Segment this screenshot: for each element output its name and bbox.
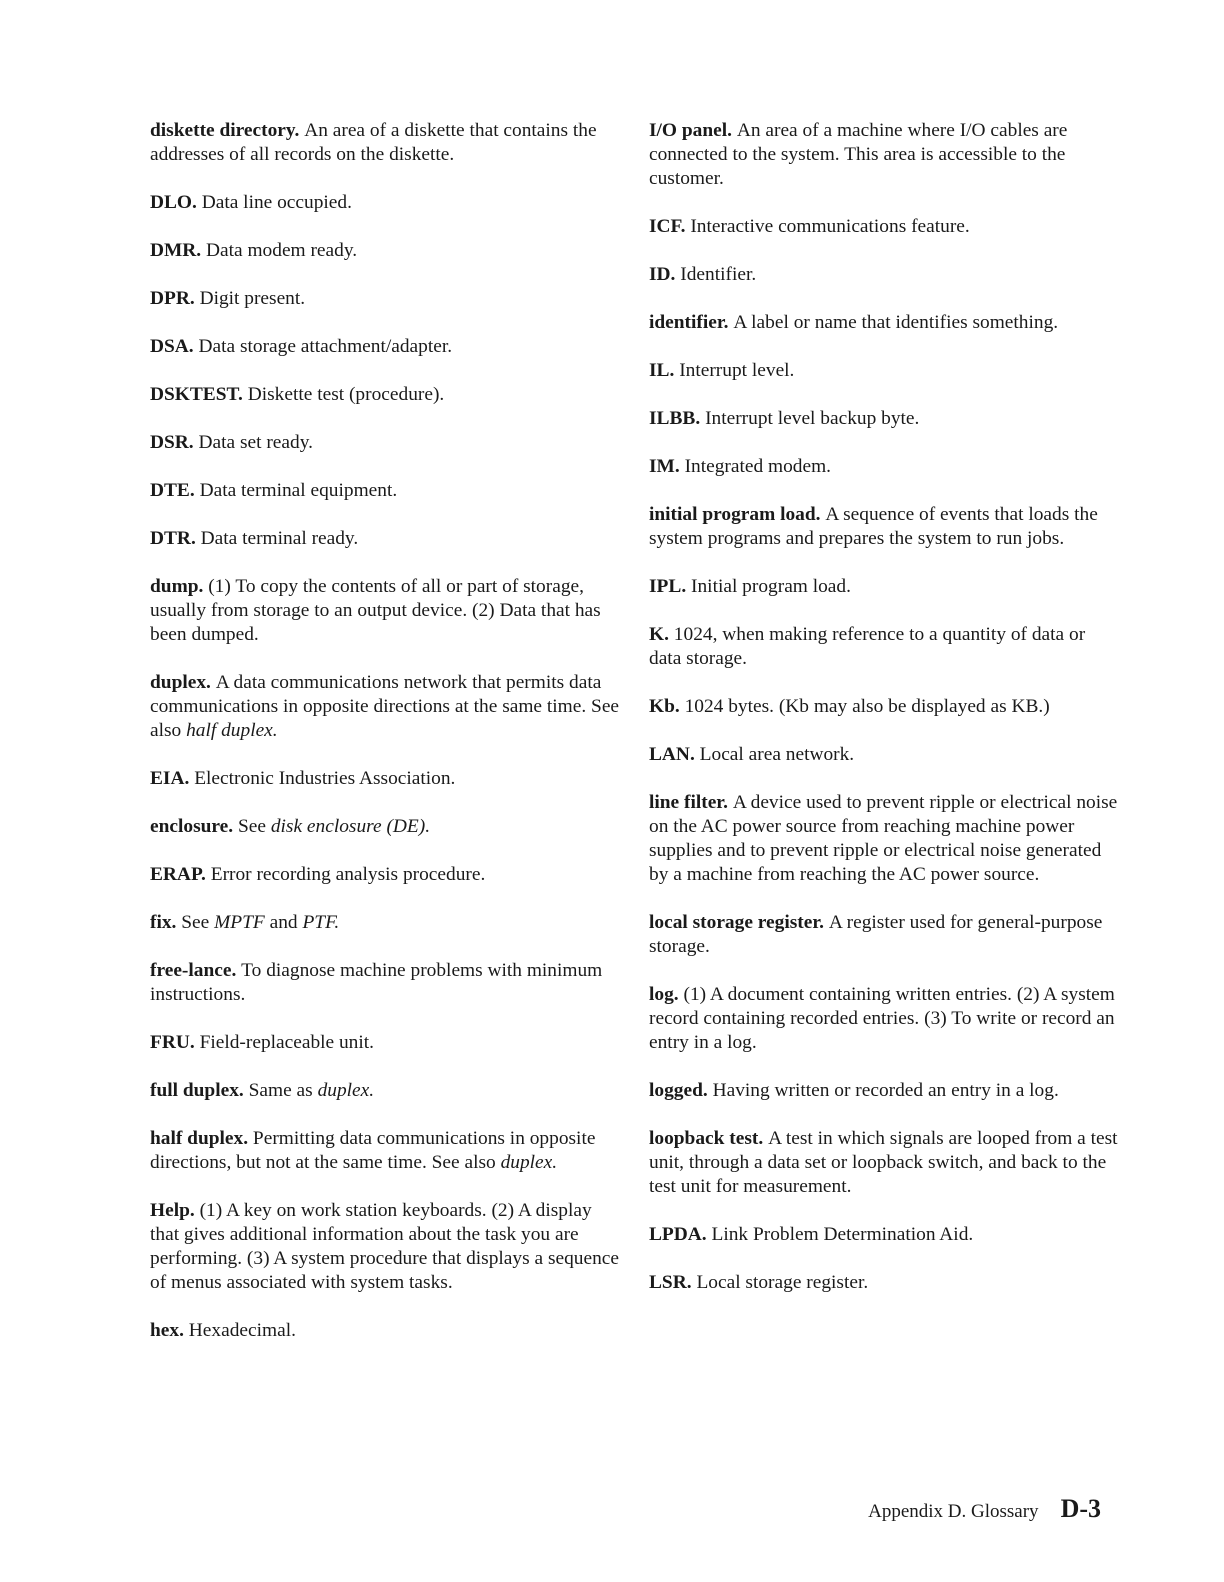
glossary-definition: Data modem ready. (206, 240, 358, 261)
glossary-entry-enclosure (150, 815, 620, 839)
glossary-cross-reference: MPTF (214, 912, 265, 933)
glossary-term: initial program load. (649, 504, 821, 525)
glossary-definition: Data terminal equipment. (199, 480, 398, 501)
glossary-entry-il (649, 359, 1119, 383)
glossary-entry-diskette-directory (150, 119, 620, 167)
glossary-entry-initial-program-load (649, 503, 1119, 551)
glossary-cross-reference: disk enclosure (DE). (270, 816, 431, 837)
glossary-left-column (150, 119, 620, 1367)
glossary-definition: Having written or recorded an entry in a log. (712, 1080, 1059, 1101)
glossary-definition: Integrated modem. (684, 456, 832, 477)
glossary-term: diskette directory. (150, 120, 300, 141)
glossary-entry-dump (150, 575, 620, 647)
glossary-term: enclosure. (150, 816, 234, 837)
glossary-entry-dsktest (150, 383, 620, 407)
glossary-entry-half-duplex (150, 1127, 620, 1175)
glossary-definition: Digit present. (199, 288, 306, 309)
glossary-term: DSA. (150, 336, 194, 357)
glossary-entry-i-o-panel (649, 119, 1119, 191)
glossary-term: half duplex. (150, 1128, 249, 1149)
glossary-definition: (1) To copy the contents of all or part of storage, usually from storage to an output device. (2) Data that has been dumped. (150, 576, 601, 645)
glossary-cross-reference: half duplex. (186, 720, 278, 741)
glossary-term: duplex. (150, 672, 211, 693)
glossary-term: ID. (649, 264, 676, 285)
glossary-entry-free-lance (150, 959, 620, 1007)
glossary-term: DMR. (150, 240, 202, 261)
glossary-entry-dsa (150, 335, 620, 359)
glossary-term: DSR. (150, 432, 194, 453)
glossary-term: dump. (150, 576, 204, 597)
glossary-definition: A register used for general-purpose storage. (649, 912, 1103, 957)
glossary-entry-line-filter (649, 791, 1119, 887)
glossary-term: DPR. (150, 288, 195, 309)
glossary-entry-dpr (150, 287, 620, 311)
glossary-entry-local-storage-register (649, 911, 1119, 959)
glossary-definition: See (237, 816, 271, 837)
glossary-entry-fix (150, 911, 620, 935)
glossary-entry-dte (150, 479, 620, 503)
glossary-term: DTR. (150, 528, 196, 549)
glossary-definition: Local area network. (699, 744, 855, 765)
glossary-entry-hex (150, 1319, 620, 1343)
glossary-definition: Hexadecimal. (188, 1320, 296, 1341)
glossary-term: DSKTEST. (150, 384, 243, 405)
glossary-entry-log (649, 983, 1119, 1055)
glossary-term: Help. (150, 1200, 195, 1221)
glossary-entry-id (649, 263, 1119, 287)
glossary-definition: A sequence of events that loads the system programs and prepares the system to run jobs. (649, 504, 1098, 549)
glossary-definition: To diagnose machine problems with minimum instructions. (150, 960, 603, 1005)
glossary-cross-reference: PTF. (302, 912, 340, 933)
glossary-term: local storage register. (649, 912, 824, 933)
glossary-term: log. (649, 984, 679, 1005)
glossary-entry-im (649, 455, 1119, 479)
glossary-cross-reference: duplex. (500, 1152, 558, 1173)
glossary-definition: 1024 bytes. (Kb may also be displayed as KB.) (684, 696, 1050, 717)
glossary-entry-k (649, 623, 1119, 671)
glossary-definition: Initial program load. (691, 576, 851, 597)
glossary-term: ICF. (649, 216, 686, 237)
glossary-definition: Data line occupied. (201, 192, 352, 213)
glossary-definition: 1024, when making reference to a quantity of data or data storage. (649, 624, 1086, 669)
glossary-term: loopback test. (649, 1128, 764, 1149)
glossary-definition: Identifier. (680, 264, 757, 285)
glossary-term: K. (649, 624, 669, 645)
glossary-entry-duplex (150, 671, 620, 743)
glossary-term: DTE. (150, 480, 195, 501)
glossary-entry-ilbb (649, 407, 1119, 431)
glossary-entry-loopback-test (649, 1127, 1119, 1199)
glossary-definition: A label or name that identifies something. (733, 312, 1059, 333)
glossary-cross-reference: duplex. (317, 1080, 375, 1101)
glossary-definition: Field-replaceable unit. (199, 1032, 375, 1053)
glossary-term: EIA. (150, 768, 190, 789)
glossary-definition: Data terminal ready. (200, 528, 359, 549)
glossary-entry-eia (150, 767, 620, 791)
glossary-definition: See (181, 912, 215, 933)
glossary-definition: Data set ready. (198, 432, 313, 453)
glossary-definition: (1) A document containing written entries. (2) A system record containing recorded entries. (3) To write or record an entry in a log. (649, 984, 1115, 1053)
glossary-term: hex. (150, 1320, 184, 1341)
glossary-term: line filter. (649, 792, 728, 813)
glossary-entry-help (150, 1199, 620, 1295)
glossary-definition: A test in which signals are looped from a test unit, through a data set or loopback switch, and back to the test unit for measurement. (649, 1128, 1118, 1197)
glossary-definition: Data storage attachment/adapter. (198, 336, 453, 357)
glossary-entry-ipl (649, 575, 1119, 599)
glossary-definition: Link Problem Determination Aid. (711, 1224, 974, 1245)
glossary-definition: (1) A key on work station keyboards. (2) A display that gives additional information about the task you are performing. (3) A system procedure that displays a sequence of menus associated with system tasks. (150, 1200, 620, 1293)
glossary-entry-dmr (150, 239, 620, 263)
glossary-term: LAN. (649, 744, 695, 765)
glossary-term: IM. (649, 456, 680, 477)
glossary-definition: A device used to prevent ripple or electrical noise on the AC power source from reaching machine power supplies and to prevent ripple or electrical noise generated by a machine from reaching the AC power source. (649, 792, 1118, 885)
glossary-definition: Diskette test (procedure). (247, 384, 445, 405)
glossary-entry-full-duplex (150, 1079, 620, 1103)
glossary-definition: A data communications network that permits data communications in opposite directions at the same time. See also (150, 672, 620, 741)
page-footer (868, 1494, 1101, 1524)
glossary-term: FRU. (150, 1032, 195, 1053)
glossary-term: LPDA. (649, 1224, 707, 1245)
glossary-entry-kb (649, 695, 1119, 719)
glossary-term: I/O panel. (649, 120, 732, 141)
page-number: D-3 (1060, 1494, 1101, 1523)
glossary-entry-dtr (150, 527, 620, 551)
glossary-definition: Error recording analysis procedure. (210, 864, 486, 885)
glossary-right-column (649, 119, 1119, 1319)
glossary-term: full duplex. (150, 1080, 244, 1101)
glossary-definition: Local storage register. (696, 1272, 869, 1293)
glossary-term: logged. (649, 1080, 708, 1101)
glossary-definition: Same as (248, 1080, 318, 1101)
glossary-definition: and (264, 912, 303, 933)
glossary-term: LSR. (649, 1272, 692, 1293)
glossary-definition: Interactive communications feature. (690, 216, 970, 237)
glossary-definition: Interrupt level. (679, 360, 795, 381)
glossary-definition: Permitting data communications in opposite directions, but not at the same time. See also (150, 1128, 596, 1173)
glossary-definition: An area of a diskette that contains the addresses of all records on the diskette. (150, 120, 597, 165)
glossary-entry-dlo (150, 191, 620, 215)
glossary-entry-logged (649, 1079, 1119, 1103)
glossary-term: IL. (649, 360, 675, 381)
glossary-term: ERAP. (150, 864, 206, 885)
glossary-entry-lsr (649, 1271, 1119, 1295)
glossary-entry-lpda (649, 1223, 1119, 1247)
glossary-entry-fru (150, 1031, 620, 1055)
glossary-term: IPL. (649, 576, 687, 597)
glossary-term: identifier. (649, 312, 729, 333)
glossary-term: ILBB. (649, 408, 701, 429)
glossary-entry-dsr (150, 431, 620, 455)
glossary-term: DLO. (150, 192, 197, 213)
glossary-term: fix. (150, 912, 177, 933)
glossary-term: free-lance. (150, 960, 237, 981)
glossary-definition: An area of a machine where I/O cables are connected to the system. This area is accessible to the customer. (649, 120, 1068, 189)
glossary-definition: Interrupt level backup byte. (705, 408, 920, 429)
glossary-entry-icf (649, 215, 1119, 239)
glossary-definition: Electronic Industries Association. (194, 768, 456, 789)
glossary-entry-lan (649, 743, 1119, 767)
glossary-term: Kb. (649, 696, 680, 717)
footer-section-title: Appendix D. Glossary (868, 1501, 1039, 1522)
glossary-entry-erap (150, 863, 620, 887)
glossary-entry-identifier (649, 311, 1119, 335)
